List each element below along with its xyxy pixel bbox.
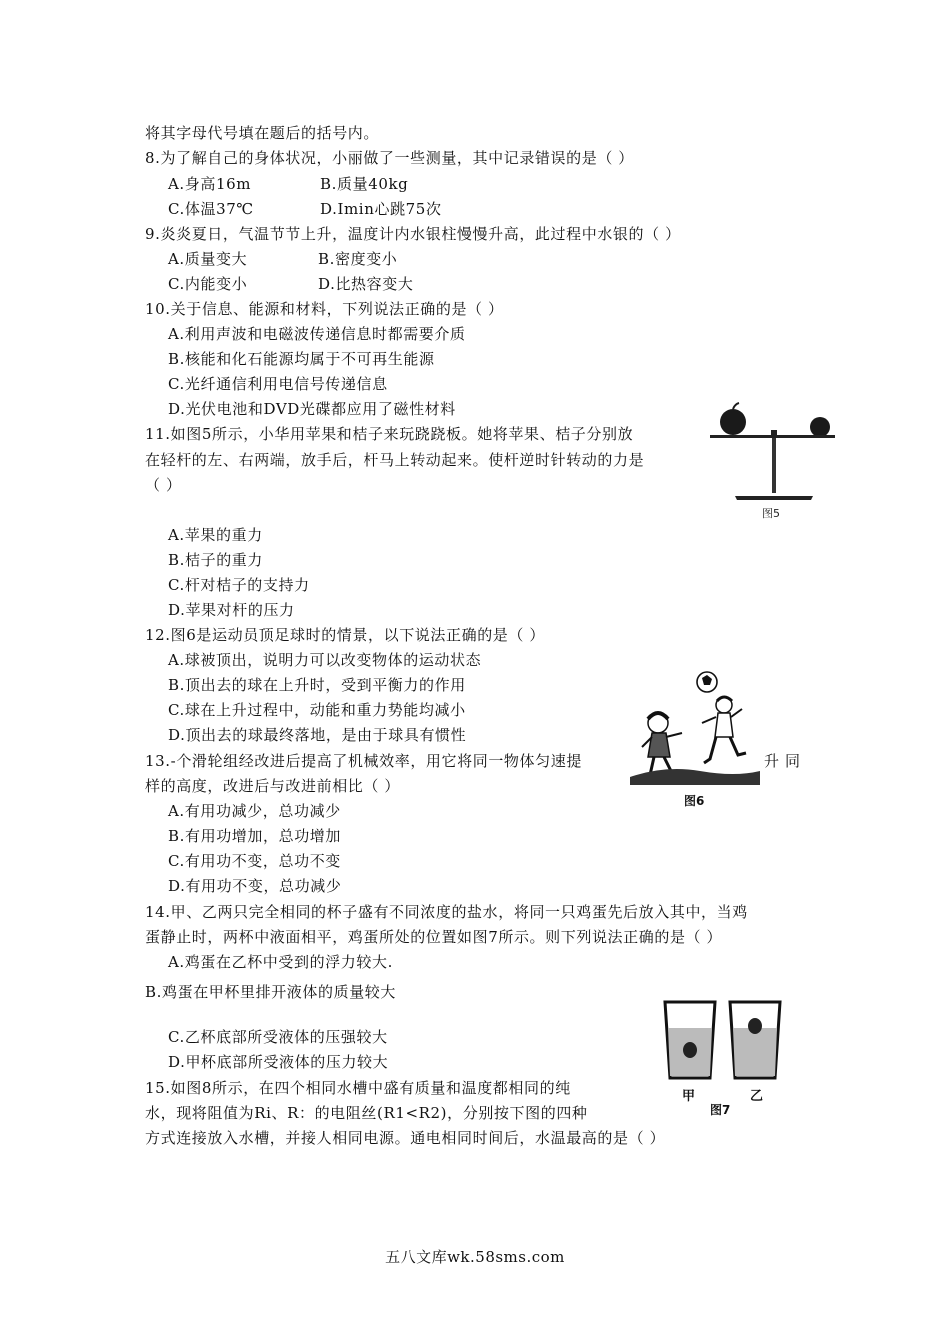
q11-option-d: D.苹果对杆的压力 (168, 601, 295, 619)
q13-option-c: C.有用功不变，总功不变 (168, 852, 341, 870)
figure-6-header (630, 663, 765, 809)
q8-option-b: B.质量40kg (320, 175, 409, 193)
soccer-illustration (630, 663, 765, 809)
q14-option-d: D.甲杯底部所受液体的压力较大 (168, 1053, 389, 1071)
q13-option-b: B.有用功增加，总功增加 (168, 827, 341, 845)
figure-6-caption: 图6 (684, 794, 705, 808)
q8-option-a: A.身高16m (168, 175, 252, 193)
q10-stem: 10.关于信息、能源和材料，下列说法正确的是（ ） (145, 300, 504, 318)
q14-option-c: C.乙杯底部所受液体的压强较大 (168, 1028, 388, 1046)
q13-option-a: A.有用功减少，总功减少 (168, 802, 341, 820)
q15-stem-line1: 15.如图8所示，在四个相同水槽中盛有质量和温度都相同的纯 (145, 1079, 571, 1097)
q8-option-d: D.Imin心跳75次 (320, 200, 442, 218)
figure-5-seesaw (705, 400, 840, 524)
q13-stem-line1: 13.-个滑轮组经改进后提高了机械效率，用它将同一物体匀速提 (145, 752, 582, 770)
q11-stem-line2: 在轻杆的左、右两端，放手后，杆马上转动起来。使杆逆时针转动的力是 (145, 451, 645, 469)
q12-option-c: C.球在上升过程中，动能和重力势能均减小 (168, 701, 466, 719)
q9-option-a: A.质量变大 (168, 250, 248, 268)
q14-stem-line2: 蛋静止时，两杯中液面相平，鸡蛋所处的位置如图7所示。则下列说法正确的是（ ） (145, 928, 723, 946)
q12-stem: 12.图6是运动员顶足球时的情景，以下说法正确的是（ ） (145, 626, 545, 644)
q9-option-b: B.密度变小 (318, 250, 398, 268)
q12-option-a: A.球被顶出，说明力可以改变物体的运动状态 (168, 651, 482, 669)
q9-option-c: C.内能变小 (168, 275, 248, 293)
q11-option-b: B.桔子的重力 (168, 551, 263, 569)
q10-option-c: C.光纤通信利用电信号传递信息 (168, 375, 388, 393)
q13-stem-line2: 样的高度，改进后与改进前相比（ ） (145, 777, 400, 795)
q11-stem-line1: 11.如图5所示，小华用苹果和桔子来玩跷跷板。她将苹果、桔子分别放 (145, 425, 634, 443)
figure-7-cup-left-label: 甲 (682, 1089, 696, 1104)
q11-option-a: A.苹果的重力 (168, 526, 263, 544)
q10-option-a: A.利用声波和电磁波传递信息时都需要介质 (168, 325, 466, 343)
q10-option-b: B.核能和化石能源均属于不可再生能源 (168, 350, 435, 368)
q11-option-c: C.杆对桔子的支持力 (168, 576, 310, 594)
figure-7-cup-right-label: 乙 (750, 1089, 764, 1104)
figure-7-cups (660, 1000, 790, 1122)
q14-option-b: B.鸡蛋在甲杯里排开液体的质量较大 (145, 983, 396, 1001)
q15-stem-line3: 方式连接放入水槽，并接人相同电源。通电相同时间后，水温最高的是（ ） (145, 1129, 666, 1147)
q10-option-d: D.光伏电池和DVD光碟都应用了磁性材料 (168, 400, 456, 418)
figure-5-caption: 图5 (762, 507, 780, 520)
q15-stem-line2: 水，现将阻值为Ri、R：的电阻丝(R1<R2)，分别按下图的四种 (145, 1104, 588, 1122)
q14-stem-line1: 14.甲、乙两只完全相同的杯子盛有不同浓度的盐水，将同一只鸡蛋先后放入其中，当鸡 (145, 903, 748, 921)
page-footer: 五八文库wk.58sms.com (385, 1248, 565, 1266)
q12-option-b: B.顶出去的球在上升时，受到平衡力的作用 (168, 676, 466, 694)
q13-option-d: D.有用功不变，总功减少 (168, 877, 342, 895)
q9-stem: 9.炎炎夏日，气温节节上升，温度计内水银柱慢慢升高，此过程中水银的（ ） (145, 225, 681, 243)
figure-7-caption: 图7 (710, 1103, 731, 1117)
q14-option-a: A.鸡蛋在乙杯中受到的浮力较大. (168, 953, 393, 971)
q12-option-d: D.顶出去的球最终落地，是由于球具有惯性 (168, 726, 467, 744)
cups-illustration (660, 1000, 790, 1122)
q13-stem-line1-tail: 升 同 (764, 752, 801, 770)
q8-option-c: C.体温37℃ (168, 200, 254, 218)
intro-line: 将其字母代号填在题后的括号内。 (145, 124, 380, 142)
q9-option-d: D.比热容变大 (318, 275, 414, 293)
q11-stem-line3: （ ） (145, 476, 182, 494)
q8-stem: 8.为了解自己的身体状况，小丽做了一些测量，其中记录错误的是（ ） (145, 149, 634, 167)
seesaw-illustration (705, 400, 840, 524)
